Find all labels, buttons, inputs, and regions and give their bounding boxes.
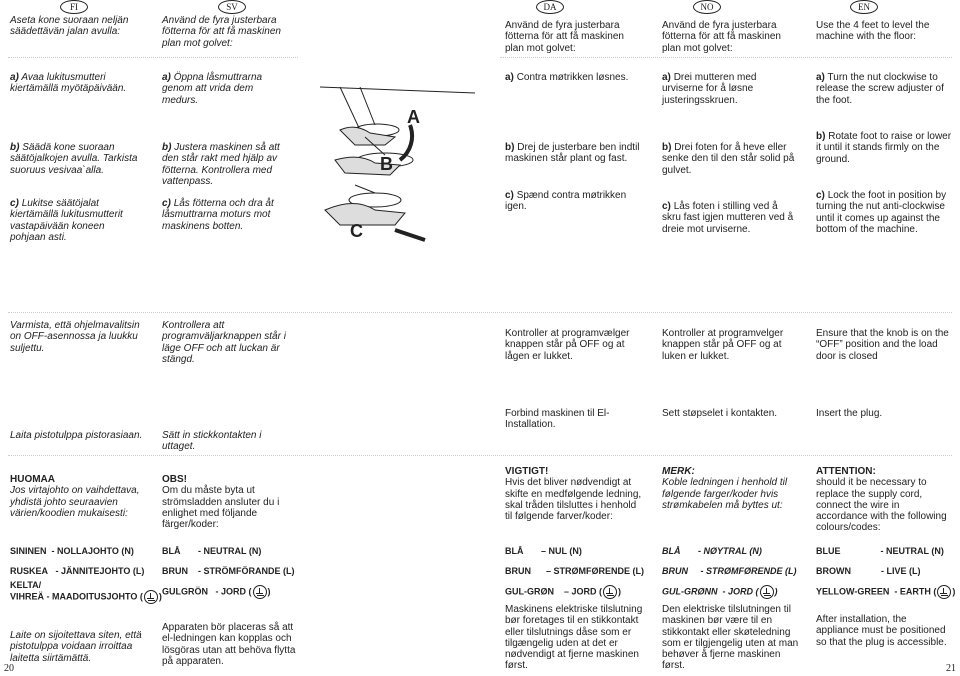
no-wire-earth: GUL-GRØNN - JORD ( ) xyxy=(662,585,778,599)
fi-step-b: b) Säädä kone suoraan säätöjalkojen avulla. Tarkista suoruus vesivaa`alla. xyxy=(10,142,138,176)
earth-icon xyxy=(937,585,951,599)
da-wire-live: BRUN – STRØMFØRENDE (L) xyxy=(505,566,645,576)
en-step-a: a) Turn the nut clockwise to release the screw adjuster of the foot. xyxy=(816,72,944,106)
no-wire-neutral: BLÅ - NØYTRAL (N) xyxy=(662,546,762,556)
earth-icon xyxy=(760,585,774,599)
no-plug: Sett støpselet i kontakten. xyxy=(662,408,778,419)
fi-note: HUOMAA Jos virtajohto on vaihdettava, yhdistä johto seuraavien värien/koodien mukaisesti: xyxy=(10,474,140,519)
badge-fi: FI xyxy=(60,0,88,14)
fi-after: Laite on sijoitettava siten, että pistotulppa voidaan irroittaa laitetta siirtämättä. xyxy=(10,630,142,664)
fi-wire-earth: KELTA/ VIHREÄ - MAADOITUSJOHTO ( ) xyxy=(10,580,162,604)
no-step-c: c) Lås foten i stilling ved å skru fast igjen mutteren ved å dreie mot urviserne. xyxy=(662,201,794,235)
en-wire-neutral: BLUE - NEUTRAL (N) xyxy=(816,546,944,556)
earth-icon xyxy=(603,585,617,599)
fi-wire-live: RUSKEA - JÄNNITEJOHTO (L) xyxy=(10,566,145,576)
no-after: Den elektriske tilslutningen til maskinen bør være til en stikkontakt eller skøteledning som er tilgjengelig uten at man behøver å fjerne maskinen først. xyxy=(662,604,799,672)
no-wire-live: BRUN - STRØMFØRENDE (L) xyxy=(662,566,797,576)
en-step-c: c) Lock the foot in position by turning the nut anti-clockwise until it comes up against the bottom of the machine. xyxy=(816,190,947,235)
divider xyxy=(8,455,952,456)
fi-plug: Laita pistotulppa pistorasiaan. xyxy=(10,430,143,441)
da-wire-neutral: BLÅ – NUL (N) xyxy=(505,546,582,556)
divider xyxy=(8,57,298,58)
divider xyxy=(500,57,952,58)
fi-note-title: HUOMAA xyxy=(10,474,55,485)
da-step-b: b) Drej de justerbare ben indtil maskinen står plant og fast. xyxy=(505,142,640,165)
da-note: VIGTIGT! Hvis det bliver nødvendigt at skifte en medfølgende ledning, skal tråden tilsluttes i henhold til følgende farver/koder: xyxy=(505,466,642,523)
da-step-c: c) Spænd contra møtrikken igen. xyxy=(505,190,627,213)
no-intro: Använd de fyra justerbara fötterna för att få maskinen plan mot golvet: xyxy=(662,20,781,54)
page-number-right: 21 xyxy=(946,663,956,674)
label-b: b) xyxy=(10,142,20,153)
foot-adjustment-illustration xyxy=(315,85,485,265)
no-note: MERK: Koble ledningen i henhold til følgende farger/koder hvis strømkabelen må byttes ut: xyxy=(662,466,788,511)
sv-wire-earth: GULGRÖN - JORD ( ) xyxy=(162,585,271,599)
earth-icon xyxy=(144,590,158,604)
figure-label-b: B xyxy=(380,154,393,174)
sv-plug: Sätt in stickkontakten i uttaget. xyxy=(162,430,262,453)
sv-wire-live: BRUN - STRÖMFÖRANDE (L) xyxy=(162,566,295,576)
da-wire-earth: GUL-GRØN – JORD ( ) xyxy=(505,585,621,599)
fi-wire-neutral: SININEN - NOLLAJOHTO (N) xyxy=(10,546,134,556)
en-wire-live: BROWN - LIVE (L) xyxy=(816,566,921,576)
sv-step-c: c) Lås fötterna och dra åt låsmuttrarna moturs mot maskinens botten. xyxy=(162,198,274,232)
fi-knob: Varmista, että ohjelmavalitsin on OFF-asennossa ja luukku suljettu. xyxy=(10,320,140,354)
fi-step-c: c) Lukitse säätöjalat kiertämällä lukitusmutterit vastapäivään koneen pohjaan asti. xyxy=(10,198,123,243)
figure-label-c: C xyxy=(350,221,363,241)
en-note: ATTENTION: should it be necessary to replace the supply cord, connect the wire in accordance with the following colours/codes: xyxy=(816,466,947,534)
machine-edge xyxy=(320,87,475,93)
page-number-left: 20 xyxy=(4,663,14,674)
sv-wire-neutral: BLÅ - NEUTRAL (N) xyxy=(162,546,262,556)
sv-step-b: b) Justera maskinen så att den står rakt med hjälp av fötterna. Kontrollera med vattenpass. xyxy=(162,142,280,187)
en-plug: Insert the plug. xyxy=(816,408,883,419)
en-intro: Use the 4 feet to level the machine with the floor: xyxy=(816,20,930,43)
no-knob: Kontroller at programvelger knappen står på OFF og at luken er lukket. xyxy=(662,328,784,362)
no-step-b: b) Drei foten for å heve eller senke den til den står solid på gulvet. xyxy=(662,142,795,176)
sv-note: OBS! Om du måste byta ut strömsladden ansluter du i enlighet med följande färger/koder: xyxy=(162,474,280,531)
no-step-a: a) Drei mutteren med urviserne for å løsne justeringsskruen. xyxy=(662,72,757,106)
figure-label-a: A xyxy=(407,107,420,127)
en-after: After installation, the appliance must be positioned so that the plug is accessible. xyxy=(816,614,947,648)
badge-da: DA xyxy=(536,0,564,14)
badge-en: EN xyxy=(850,0,878,14)
da-knob: Kontroller at programvælger knappen står på OFF og at lågen er lukket. xyxy=(505,328,630,362)
earth-icon xyxy=(253,585,267,599)
da-intro: Använd de fyra justerbara fötterna för att få maskinen plan mot golvet: xyxy=(505,20,624,54)
sv-knob: Kontrollera att programväljarknappen står i läge OFF och att luckan är stängd. xyxy=(162,320,286,365)
da-plug: Forbind maskinen til El-Installation. xyxy=(505,408,610,431)
column-fi xyxy=(10,15,142,38)
badge-no: NO xyxy=(693,0,721,14)
sv-step-a: a) Öppna låsmuttrarna genom att vrida dem medurs. xyxy=(162,72,263,106)
badge-sv: SV xyxy=(218,0,246,14)
sv-intro: Använd de fyra justerbara fötterna för att få maskinen plan mot golvet: xyxy=(162,15,281,49)
sv-after: Apparaten bör placeras så att el-ledningen kan kopplas och lösgöras utan att behöva flytta på apparaten. xyxy=(162,622,296,667)
divider xyxy=(8,312,952,313)
da-step-a: a) Contra møtrikken løsnes. xyxy=(505,72,629,83)
label-c: c) xyxy=(10,198,19,209)
en-wire-earth: YELLOW-GREEN - EARTH ( ) xyxy=(816,585,955,599)
label-a: a) xyxy=(10,72,19,83)
fi-intro: Aseta kone suoraan neljän säädettävän jalan avulla: xyxy=(10,15,129,38)
da-after: Maskinens elektriske tilslutning bør foretages til en stikkontakt eller tilslutnings dåse som er tilgængelig uden at det er nødvendigt at fjerne maskinen først. xyxy=(505,604,643,672)
en-step-b: b) Rotate foot to raise or lower it until it stands firmly on the ground. xyxy=(816,131,952,165)
en-knob: Ensure that the knob is on the “OFF” position and the load door is closed xyxy=(816,328,949,362)
fi-step-a: a) Avaa lukitusmutteri kiertämällä myötäpäivään. xyxy=(10,72,127,95)
